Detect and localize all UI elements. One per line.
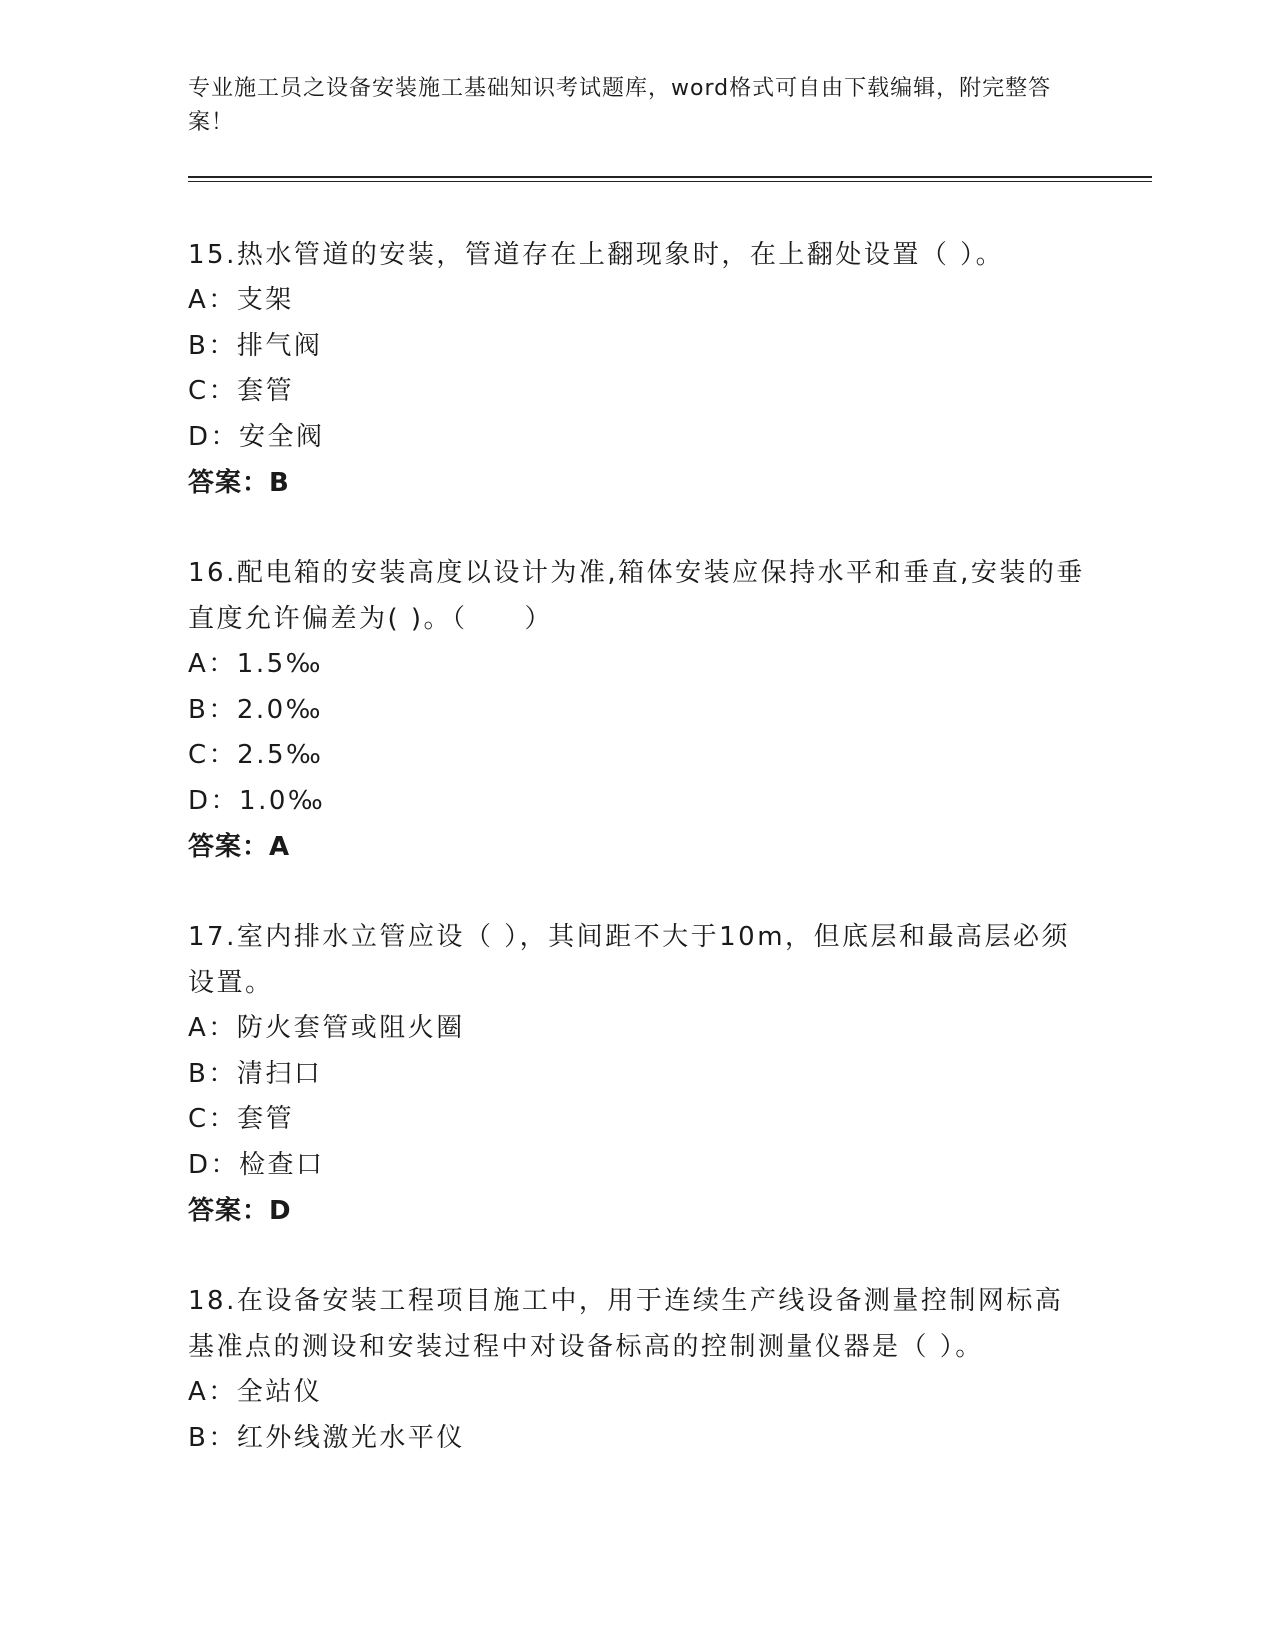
option-b: B：排气阀 — [188, 330, 323, 361]
header-divider-thin — [188, 181, 1152, 182]
question-17 — [188, 914, 1088, 1234]
option-a: A：全站仪 — [188, 1377, 323, 1407]
question-stem: 17.室内排水立管应设（ ），其间距不大于10m，但底层和最高层必须设置。 — [188, 922, 1071, 998]
option-b: B：红外线激光水平仪 — [188, 1422, 465, 1453]
question-stem: 16.配电箱的安装高度以设计为准,箱体安装应保持水平和垂直,安装的垂直度允许偏差为( )。（ ） — [188, 558, 1085, 634]
answer: 答案：B — [188, 468, 290, 498]
question-list — [188, 232, 1088, 1505]
option-a: A：防火套管或阻火圈 — [188, 1013, 465, 1043]
answer: 答案：D — [188, 1196, 292, 1226]
question-15 — [188, 232, 1088, 506]
header-divider — [188, 176, 1152, 178]
option-d: D：1.0‰ — [188, 785, 326, 816]
question-stem: 18.在设备安装工程项目施工中，用于连续生产线设备测量控制网标高基准点的测设和安装过程中对设备标高的控制测量仪器是（ ）。 — [188, 1286, 1064, 1362]
option-d: D：安全阀 — [188, 421, 325, 452]
option-d: D：检查口 — [188, 1149, 325, 1180]
option-c: C：套管 — [188, 376, 295, 406]
question-18 — [188, 1278, 1088, 1461]
option-c: C：套管 — [188, 1104, 295, 1134]
question-stem: 15.热水管道的安装，管道存在上翻现象时，在上翻处设置（ ）。 — [188, 240, 1005, 270]
option-b: B：清扫口 — [188, 1058, 323, 1089]
option-a: A：支架 — [188, 285, 294, 315]
document-intro: 专业施工员之设备安装施工基础知识考试题库，word格式可自由下载编辑，附完整答案！ — [188, 76, 1052, 135]
option-b: B：2.0‰ — [188, 694, 324, 725]
option-a: A：1.5‰ — [188, 649, 324, 679]
answer: 答案：A — [188, 832, 291, 862]
question-16 — [188, 550, 1088, 870]
option-c: C：2.5‰ — [188, 740, 324, 770]
